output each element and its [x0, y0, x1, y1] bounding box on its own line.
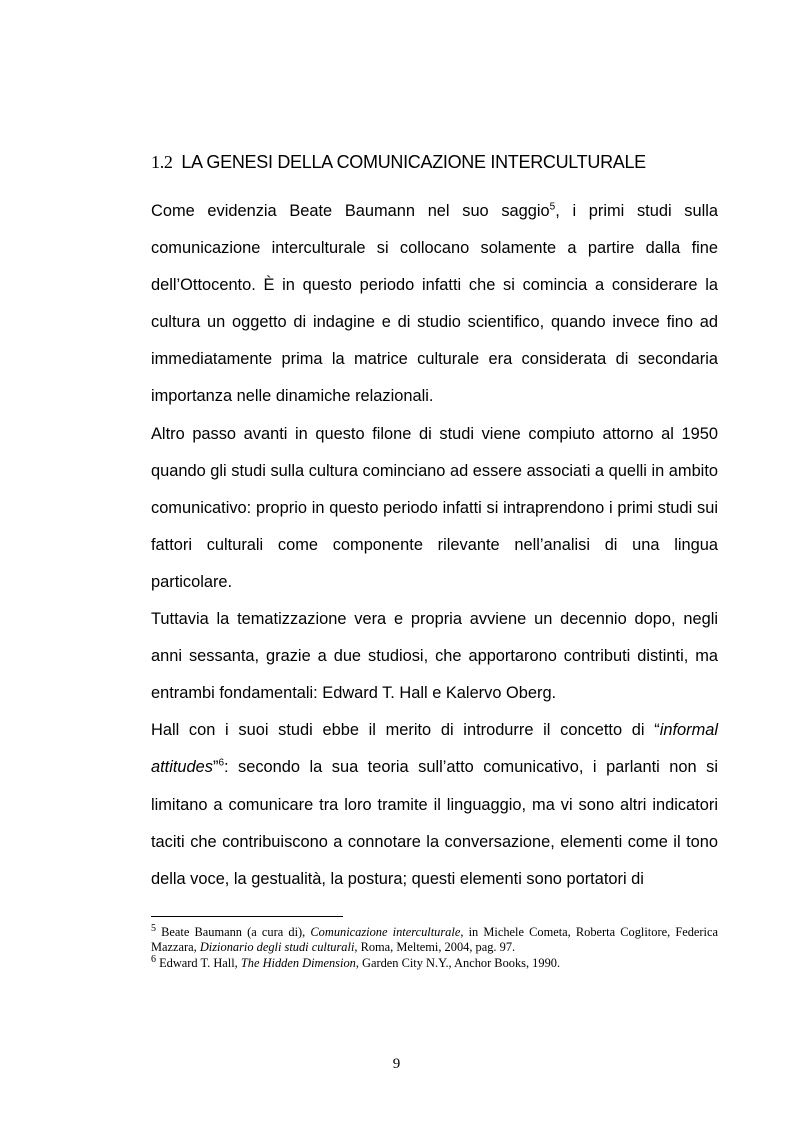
footnote-5-italic-a: Comunicazione interculturale [310, 925, 461, 939]
paragraph-1-text-b: , i primi studi sulla comunicazione interculturale si collocano solamente a partire dalla fine dell’Ottocento. È in questo periodo infatti che si comincia a considerare la cultura un oggetto di indagine e di studio scientifico, quando invece fino ad immediatamente prima la matrice culturale era considerata di secondaria importanza nelle dinamiche relazionali. [151, 202, 718, 406]
page-number: 9 [392, 1056, 401, 1072]
paragraph-4-text-a: Hall con i suoi studi ebbe il merito di introdurre il concetto di “ [151, 721, 660, 740]
section-heading [151, 152, 751, 173]
footnote-6-italic-a: The Hidden Dimension [240, 956, 356, 970]
section-number: 1.2 [151, 152, 173, 172]
paragraph-4 [151, 712, 718, 897]
footnote-6 [151, 953, 718, 971]
footnote-5-text-b: , in Michele Cometa, Roberta Coglitore, Federica Mazzara, [151, 925, 718, 954]
footnote-separator [151, 916, 343, 917]
paragraph-1 [151, 193, 718, 416]
footnote-5-marker: 5 [151, 922, 156, 934]
footnote-ref-5[interactable]: 5 [549, 201, 556, 213]
footnote-ref-6[interactable]: 6 [218, 757, 224, 769]
paragraph-2: Altro passo avanti in questo filone di studi viene compiuto attorno al 1950 quando gli studi sulla cultura cominciano ad essere associati a quelli in ambito comunicativo: proprio in questo periodo infatti si intraprendono i primi studi sui fattori culturali come componente rilevante nell’analisi di una lingua particolare. [151, 424, 718, 591]
footnote-5 [151, 922, 718, 955]
paragraph-1-text-a: Come evidenzia Beate Baumann nel suo saggio [151, 202, 550, 220]
section-title: LA GENESI DELLA COMUNICAZIONE INTERCULTURALE [181, 152, 646, 172]
paragraph-3: Tuttavia la tematizzazione vera e propria avviene un decennio dopo, negli anni sessanta, grazie a due studiosi, che apportarono contributi distinti, ma entrambi fondamentali: Edward T. Hall e Kalervo Oberg. [151, 610, 718, 703]
footnote-5-text-c: , Roma, Meltemi, 2004, pag. 97. [354, 940, 516, 954]
footnote-6-text-b: , Garden City N.Y., Anchor Books, 1990. [355, 956, 561, 970]
paragraph-4-close-quote: ” [212, 758, 219, 777]
body-text [151, 193, 718, 898]
footnote-5-text-a: Beate Baumann (a cura di), [156, 925, 311, 939]
footnote-6-text-a: Edward T. Hall, [156, 956, 241, 970]
paragraph-4-text-b: : secondo la sua teoria sull’atto comunicativo, i parlanti non si limitano a comunicare tra loro tramite il linguaggio, ma vi sono altri indicatori taciti che contribuiscono a connotare la conversazione, elementi come il tono della voce, la gestualità, la postura; questi elementi sono portatori di [151, 758, 718, 888]
paragraph-4-italic-term: informal attitudes [151, 721, 718, 777]
footnote-5-italic-b: Dizionario degli studi culturali [199, 940, 355, 954]
footnote-6-marker: 6 [151, 953, 156, 965]
